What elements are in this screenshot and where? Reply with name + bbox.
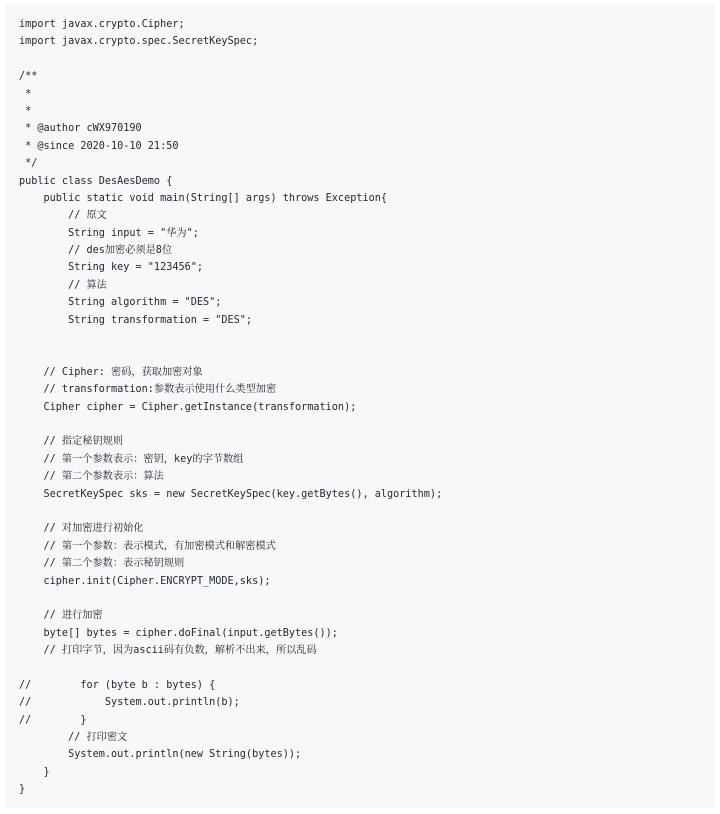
- code-line: // transformation:参数表示使用什么类型加密: [19, 384, 277, 396]
- code-line: }: [19, 784, 26, 796]
- code-line: // 第一个参数表示：密钥，key的字节数组: [19, 453, 244, 465]
- code-line: SecretKeySpec sks = new SecretKeySpec(key.getBytes(), algorithm);: [19, 488, 443, 500]
- code-line: [19, 329, 715, 346]
- code-line: String key = "123456";: [19, 262, 204, 274]
- code-line: // 第二个参数表示：算法: [19, 471, 164, 483]
- code-line: import javax.crypto.spec.SecretKeySpec;: [19, 36, 259, 48]
- code-line: [19, 346, 715, 363]
- code-line: // System.out.println(b);: [19, 697, 240, 709]
- code-line: // 进行加密: [19, 610, 103, 622]
- code-line: String input = "华为";: [19, 227, 199, 239]
- code-line: cipher.init(Cipher.ENCRYPT_MODE,sks);: [19, 575, 271, 587]
- code-line: public static void main(String[] args) throws Exception{: [19, 192, 388, 204]
- code-line: /**: [19, 71, 38, 83]
- code-line: // 第一个参数：表示模式，有加密模式和解密模式: [19, 540, 276, 552]
- code-block: [5, 4, 715, 808]
- code-line: // 原文: [19, 210, 107, 222]
- code-line: // 指定秘钥规则: [19, 436, 124, 448]
- code-line: [19, 590, 715, 607]
- code-line: [19, 416, 715, 433]
- code-line: */: [19, 158, 38, 170]
- code-line: // 第二个参数：表示秘钥规则: [19, 558, 185, 570]
- code-line: [19, 503, 715, 520]
- code-line: *: [19, 105, 32, 117]
- code-line: // 对加密进行初始化: [19, 523, 144, 535]
- code-line: // Cipher: 密码，获取加密对象: [19, 366, 203, 378]
- code-line: // des加密必须是8位: [19, 245, 173, 257]
- code-line: }: [19, 766, 50, 778]
- code-line: * @since 2020-10-10 21:50: [19, 140, 179, 152]
- code-line: byte[] bytes = cipher.doFinal(input.getBytes());: [19, 627, 338, 639]
- code-line: // 打印字节，因为ascii码有负数，解析不出来，所以乱码: [19, 645, 317, 657]
- code-line: [19, 659, 715, 676]
- code-line: Cipher cipher = Cipher.getInstance(transformation);: [19, 401, 357, 413]
- code-line: // 算法: [19, 279, 107, 291]
- code-lines: [19, 16, 715, 799]
- code-line: // 打印密文: [19, 732, 128, 744]
- code-line: import javax.crypto.Cipher;: [19, 19, 185, 30]
- code-line: String algorithm = "DES";: [19, 297, 222, 309]
- code-line: public class DesAesDemo {: [19, 175, 173, 187]
- code-line: String transformation = "DES";: [19, 314, 253, 326]
- code-line: * @author cWX970190: [19, 123, 142, 135]
- code-line: // for (byte b : bytes) {: [19, 679, 216, 691]
- code-line: // }: [19, 714, 87, 726]
- code-line: *: [19, 88, 32, 100]
- code-line: System.out.println(new String(bytes));: [19, 749, 302, 761]
- code-line: [19, 51, 715, 68]
